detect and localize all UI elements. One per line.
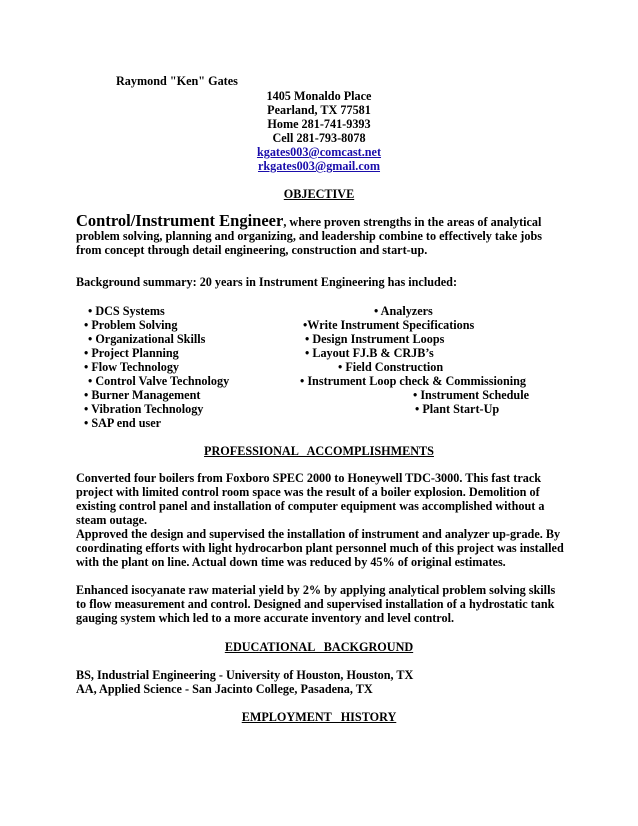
address-line: 1405 Monaldo Place xyxy=(266,89,372,103)
accomplishments-heading: PROFESSIONAL ACCOMPLISHMENTS xyxy=(204,444,434,458)
skill-right: • Layout FJ.B & CRJB’s xyxy=(305,346,434,360)
skill-left: • SAP end user xyxy=(84,416,162,430)
accomplishment-paragraph: Converted four boilers from Foxboro SPEC 2000 to Honeywell TDC-3000. This fast track project with limited control room space was the result of a boiler explosion. Demolition of existing control panel and installation of computer equipment was accomplished without a steam outage. xyxy=(76,471,545,527)
skill-left: • Organizational Skills xyxy=(88,332,206,346)
objective-text: , where proven strengths in the areas of analytical problem solving, planning and organizing, and leadership combine to effectively take jobs from concept through detail engineering, construction and start-up. xyxy=(76,215,542,257)
employment-heading: EMPLOYMENT HISTORY xyxy=(241,710,397,724)
skill-right: • Instrument Loop check & Commissioning xyxy=(300,374,527,388)
skill-left: • Control Valve Technology xyxy=(88,374,230,388)
skill-right: • Field Construction xyxy=(338,360,444,374)
skill-left: • Burner Management xyxy=(84,388,201,402)
email-link-2[interactable]: rkgates003@gmail.com xyxy=(257,159,381,173)
skill-right: • Instrument Schedule xyxy=(413,388,529,402)
education-item: AA, Applied Science - San Jacinto College, Pasadena, TX xyxy=(76,682,373,696)
skill-right: • Design Instrument Loops xyxy=(305,332,445,346)
skill-right: •Write Instrument Specifications xyxy=(303,318,475,332)
skill-left: • Problem Solving xyxy=(84,318,178,332)
background-summary: Background summary: 20 years in Instrument Engineering has included: xyxy=(76,275,458,289)
objective-heading: OBJECTIVE xyxy=(283,187,355,201)
skill-right: • Plant Start-Up xyxy=(415,402,500,416)
cell-phone: Cell 281-793-8078 xyxy=(272,131,366,145)
education-heading: EDUCATIONAL BACKGROUND xyxy=(224,640,414,654)
skill-left: • DCS Systems xyxy=(88,304,165,318)
skill-left: • Vibration Technology xyxy=(84,402,204,416)
objective-paragraph xyxy=(76,211,566,257)
accomplishment-paragraph: Approved the design and supervised the installation of instrument and analyzer up-grade. By coordinating efforts with light hydrocarbon plant personnel much of this project was installed with the plant on line. Actual down time was reduced by 45% of original estimates. xyxy=(76,527,564,569)
accomplishment-paragraph: Enhanced isocyanate raw material yield by 2% by applying analytical problem solving skills to flow measurement and control. Designed and supervised installation of a hydrostatic tank gauging system which led to a more accurate inventory and level control. xyxy=(76,583,556,625)
city-line: Pearland, TX 77581 xyxy=(267,103,371,117)
skill-left: • Project Planning xyxy=(84,346,179,360)
skill-left: • Flow Technology xyxy=(84,360,180,374)
objective-title: Control/Instrument Engineer xyxy=(76,211,284,230)
education-item: BS, Industrial Engineering - University of Houston, Houston, TX xyxy=(76,668,414,682)
home-phone: Home 281-741-9393 xyxy=(267,117,371,131)
email-link-1[interactable]: kgates003@comcast.net xyxy=(256,145,382,159)
applicant-name: Raymond "Ken" Gates xyxy=(116,74,238,88)
skill-right: • Analyzers xyxy=(374,304,433,318)
